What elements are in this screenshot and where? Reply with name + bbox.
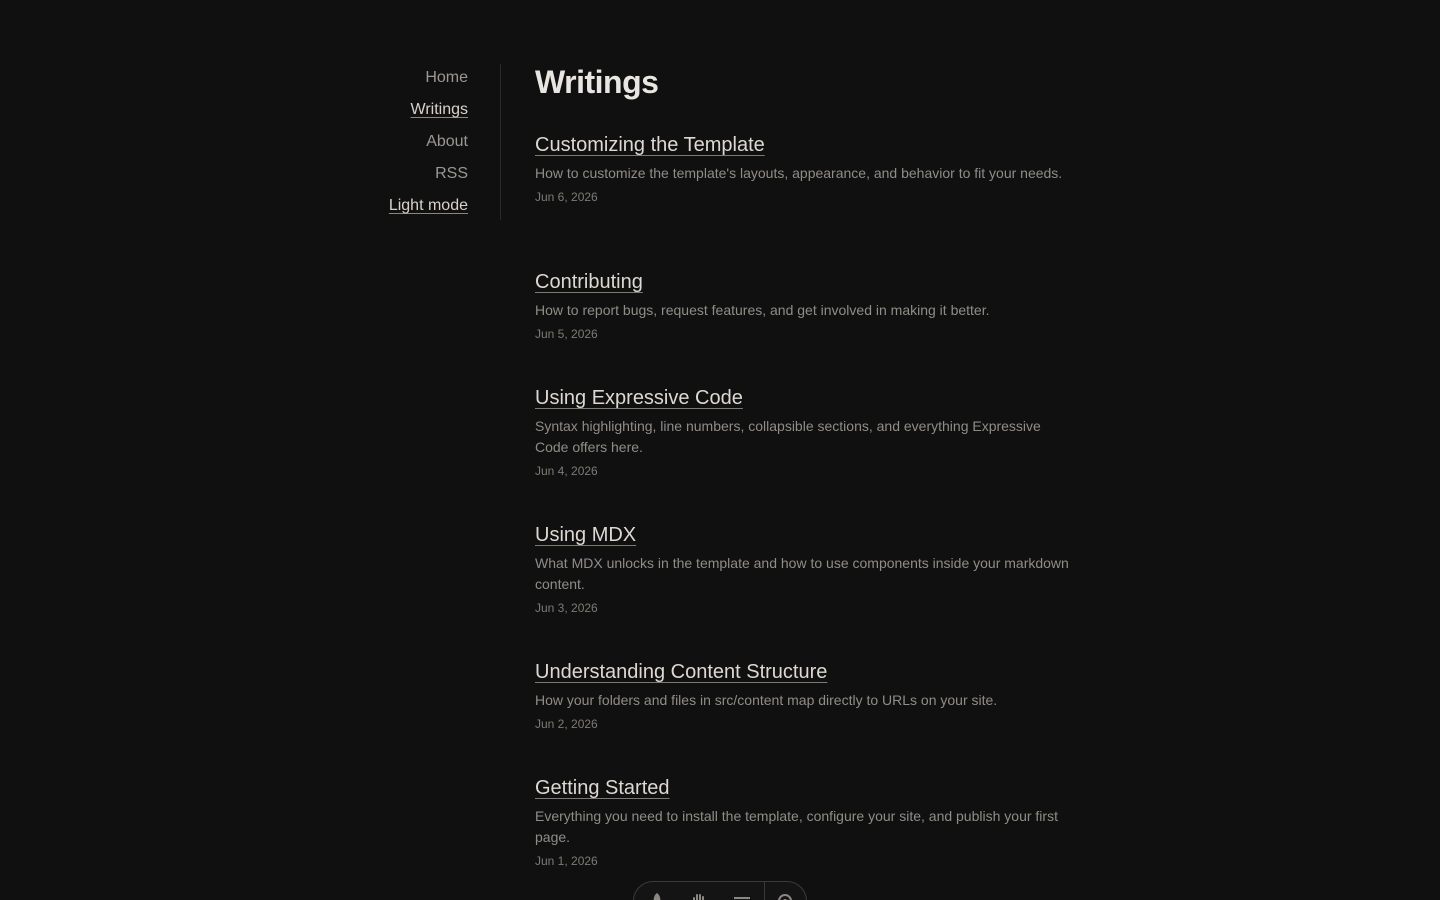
post-title-link[interactable]: Getting Started [535, 777, 670, 799]
nav-item-rss[interactable]: RSS [435, 165, 468, 182]
post-title-link[interactable]: Using Expressive Code [535, 387, 743, 409]
post-description: How your folders and files in src/content map directly to URLs on your site. [535, 692, 998, 708]
nav-item-home[interactable]: Home [425, 69, 468, 86]
post-date: Jun 1, 2026 [535, 854, 598, 868]
theme-toggle-button[interactable]: Light mode [388, 197, 468, 214]
post-title-link[interactable]: Understanding Content Structure [535, 661, 828, 683]
toolbar-divider [764, 882, 765, 900]
main-content [535, 60, 1075, 868]
post-description: What MDX unlocks in the template and how to use components inside your markdown content. [535, 555, 1069, 592]
post-item [535, 268, 1075, 343]
dev-toolbar [633, 881, 807, 900]
post-description: How to customize the template's layouts, appearance, and behavior to fit your needs. [535, 165, 1063, 181]
post-description: How to report bugs, request features, and get involved in making it better. [535, 302, 990, 318]
menu-icon[interactable] [731, 890, 753, 900]
post-title-link[interactable]: Customizing the Template [535, 134, 765, 156]
post-item [535, 384, 1075, 480]
page-title: Writings [535, 64, 659, 100]
post-item [535, 774, 1075, 870]
post-item [535, 131, 1075, 206]
post-item [535, 521, 1075, 617]
sidebar-nav [360, 64, 501, 220]
post-title-link[interactable]: Contributing [535, 271, 643, 293]
post-date: Jun 5, 2026 [535, 327, 598, 341]
gear-icon[interactable] [774, 890, 796, 900]
post-date: Jun 4, 2026 [535, 464, 598, 478]
post-description: Syntax highlighting, line numbers, collapsible sections, and everything Expressive Code offers here. [535, 418, 1041, 455]
post-date: Jun 6, 2026 [535, 190, 598, 204]
nav-item-about[interactable]: About [426, 133, 468, 150]
post-description: Everything you need to install the template, configure your site, and publish your first page. [535, 808, 1058, 845]
hand-icon[interactable] [688, 890, 710, 900]
nav-item-writings[interactable]: Writings [410, 101, 468, 118]
rocket-icon[interactable] [646, 890, 668, 900]
post-date: Jun 2, 2026 [535, 717, 598, 731]
post-title-link[interactable]: Using MDX [535, 524, 637, 546]
post-date: Jun 3, 2026 [535, 601, 598, 615]
post-item [535, 658, 1075, 733]
